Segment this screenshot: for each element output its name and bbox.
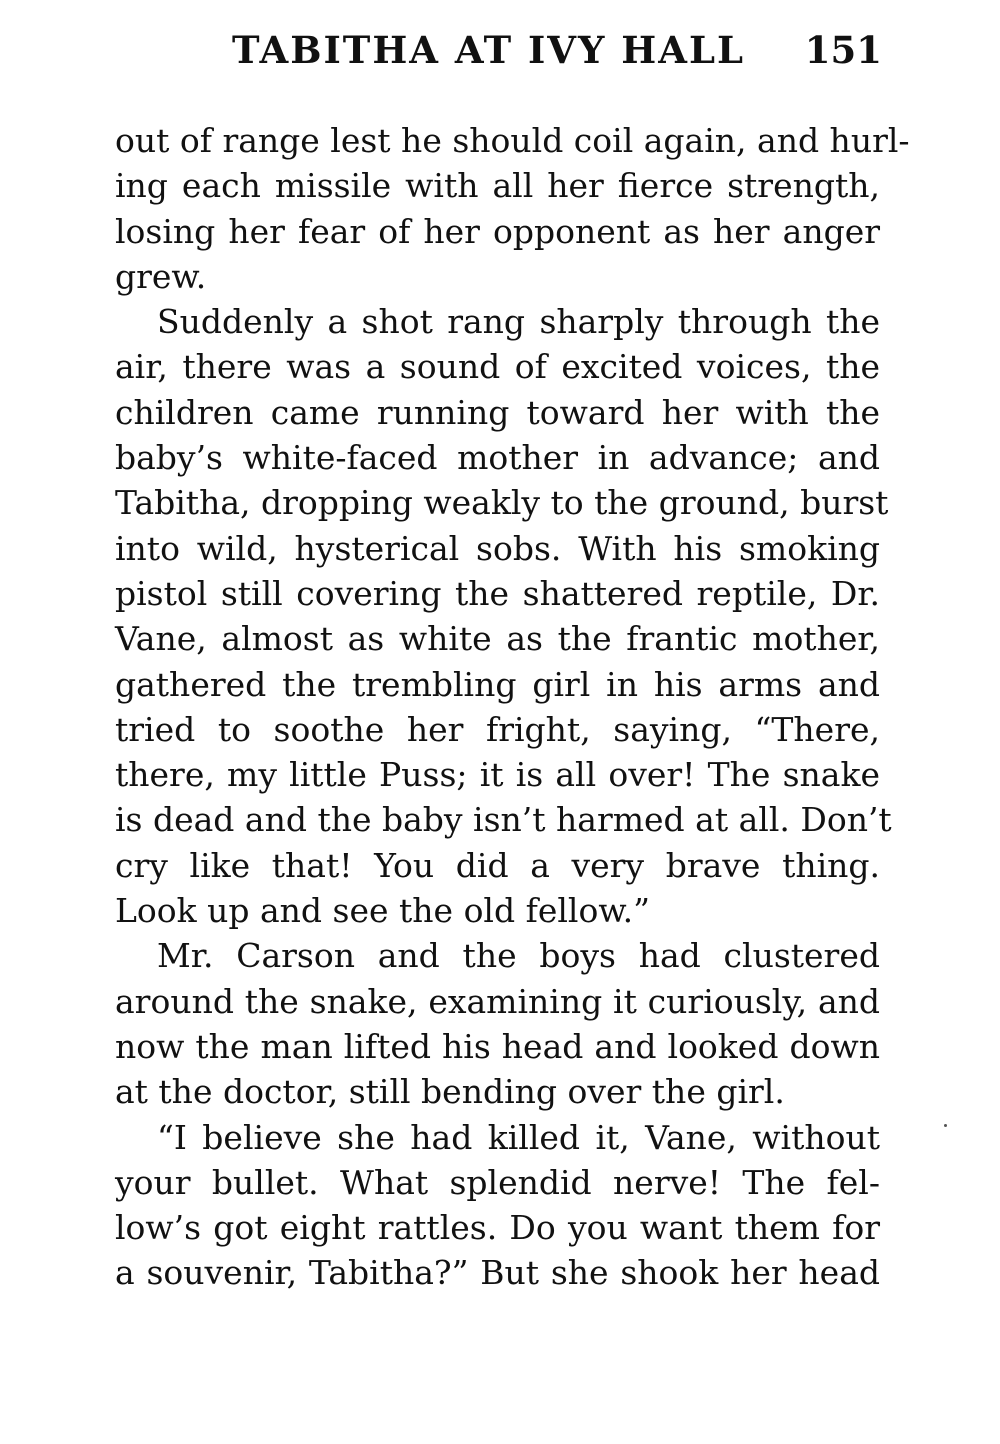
text-line: your bullet. What splendid nerve! The fel- <box>115 1162 880 1202</box>
text-line: baby’s white-faced mother in advance; and <box>115 438 880 478</box>
paragraph <box>115 933 880 1114</box>
text-line: Tabitha, dropping weakly to the ground, burst <box>115 483 889 523</box>
text-line: air, there was a sound of excited voices, the <box>115 347 880 387</box>
text-line: is dead and the baby isn’t harmed at all. Don’t <box>115 800 892 840</box>
text-line: tried to soothe her fright, saying, “There, <box>115 709 880 749</box>
text-line: a souvenir, Tabitha?” But she shook her head <box>115 1253 880 1293</box>
body-text <box>115 118 910 1296</box>
text-line: low’s got eight rattles. Do you want them for <box>115 1208 880 1248</box>
text-line: gathered the trembling girl in his arms and <box>115 664 880 704</box>
text-line: Vane, almost as white as the frantic mother, <box>115 619 880 659</box>
paragraph <box>115 299 892 933</box>
print-speck <box>944 1124 947 1127</box>
running-title: TABITHA AT IVY HALL <box>232 28 745 72</box>
text-line: Look up and see the old fellow.” <box>115 891 651 931</box>
text-line: at the doctor, still bending over the girl. <box>115 1072 785 1112</box>
text-line: there, my little Puss; it is all over! The snake <box>115 755 880 795</box>
text-line: grew. <box>115 256 207 296</box>
text-line: Suddenly a shot rang sharply through the <box>157 302 880 342</box>
text-line: “I believe she had killed it, Vane, without <box>157 1117 880 1157</box>
text-line: losing her fear of her opponent as her anger <box>115 211 880 251</box>
paragraph <box>115 118 910 299</box>
text-line: children came running toward her with the <box>115 392 880 432</box>
page-number: 151 <box>804 28 882 72</box>
text-line: ing each missile with all her fierce strength, <box>115 166 880 206</box>
text-line: into wild, hysterical sobs. With his smoking <box>115 528 880 568</box>
text-line: now the man lifted his head and looked down <box>115 1026 880 1066</box>
text-line: Mr. Carson and the boys had clustered <box>157 936 880 976</box>
text-line: around the snake, examining it curiously, and <box>115 981 880 1021</box>
text-line: out of range lest he should coil again, and hurl- <box>115 121 910 160</box>
text-line: pistol still covering the shattered reptile, Dr. <box>115 573 880 613</box>
running-header <box>232 28 882 78</box>
text-line: cry like that! You did a very brave thing. <box>115 845 880 885</box>
paragraph <box>115 1115 880 1296</box>
